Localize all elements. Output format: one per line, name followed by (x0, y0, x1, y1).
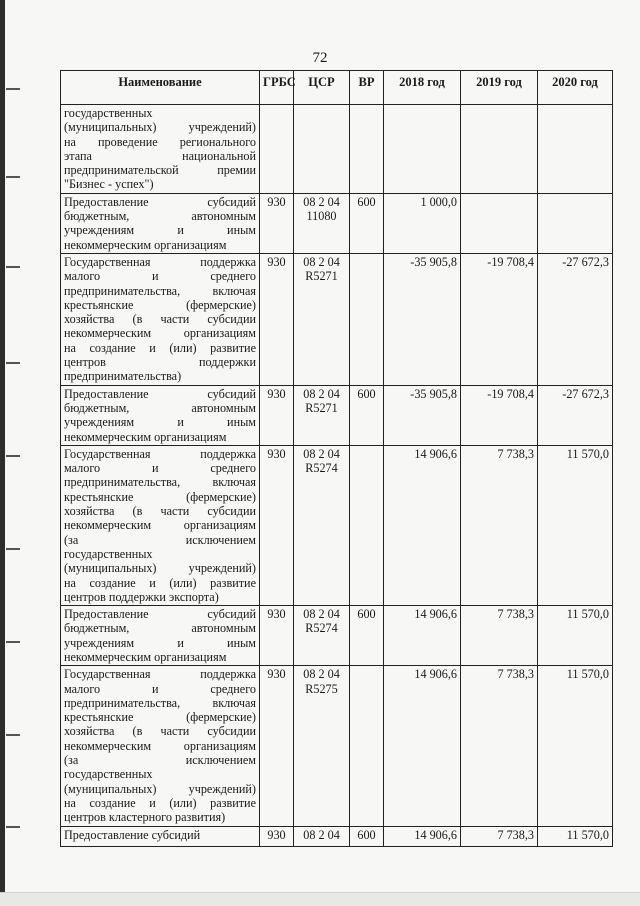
row-vr: 600 (350, 385, 384, 445)
table-row (61, 445, 613, 605)
row-name-line: учреждениям и иным (64, 635, 256, 650)
table-row (61, 826, 613, 846)
row-2020: -27 672,3 (538, 253, 613, 385)
row-name-line: центров кластерного развития) (64, 810, 226, 825)
row-name-line: бюджетным, автономным (64, 621, 256, 636)
row-2018: 14 906,6 (384, 666, 461, 826)
row-2018: -35 905,8 (384, 385, 461, 445)
row-vr: 600 (350, 826, 384, 846)
row-vr (350, 666, 384, 826)
row-csr: 08 2 04 11080 (294, 193, 350, 253)
row-name-line: малого и среднего (64, 269, 256, 284)
row-name (61, 606, 260, 666)
row-name (61, 193, 260, 253)
row-2019: 7 738,3 (461, 826, 538, 846)
header-row (61, 71, 613, 105)
row-name-line: Государственная поддержка (64, 254, 256, 269)
row-name (61, 253, 260, 385)
row-name (61, 105, 260, 194)
row-2018: 1 000,0 (384, 193, 461, 253)
header-name: Наименование (61, 71, 260, 105)
row-name-line: на создание и (или) развитие (64, 795, 256, 810)
row-2018 (384, 105, 461, 194)
header-2019: 2019 год (461, 71, 538, 105)
row-name-line: государственных (64, 546, 153, 561)
row-name-line: (муниципальных) учреждений) (64, 781, 256, 796)
row-name-line: малого и среднего (64, 461, 256, 476)
row-name-line: учреждениям и иным (64, 223, 256, 238)
row-name-line: (муниципальных) учреждений) (64, 120, 256, 135)
page-number: 72 (312, 50, 328, 66)
row-name-line: некоммерческим организациям (64, 518, 256, 533)
scan-dash-mark (6, 176, 20, 178)
scan-bottom-band (0, 892, 640, 906)
scan-dash-mark (6, 826, 20, 828)
row-name-line: центров поддержки экспорта) (64, 589, 219, 604)
row-name-line: государственных (64, 767, 153, 782)
row-2020 (538, 105, 613, 194)
scan-left-edge (0, 0, 5, 905)
row-name-line: крестьянские (фермерские) (64, 297, 256, 312)
row-2019 (461, 105, 538, 194)
row-2020: 11 570,0 (538, 606, 613, 666)
scan-dash-mark (6, 734, 20, 736)
row-name-line: (муниципальных) учреждений) (64, 561, 256, 576)
row-2018: 14 906,6 (384, 606, 461, 666)
scan-dash-mark (6, 455, 20, 457)
row-2019: 7 738,3 (461, 666, 538, 826)
row-2019: 7 738,3 (461, 606, 538, 666)
row-grbs: 930 (260, 666, 294, 826)
scan-dash-mark (6, 266, 20, 268)
row-csr: 08 2 04 (294, 826, 350, 846)
row-2020 (538, 193, 613, 253)
table-row (61, 253, 613, 385)
row-csr: 08 2 04 R5274 (294, 445, 350, 605)
row-grbs: 930 (260, 253, 294, 385)
table-row (61, 385, 613, 445)
row-name-line: некоммерческим организациям (64, 738, 256, 753)
row-name-line: государственных (64, 106, 153, 120)
row-name-line: центров поддержки (64, 355, 256, 370)
row-name-line: (за исключением (64, 532, 256, 547)
row-2019: -19 708,4 (461, 253, 538, 385)
row-name-line: Предоставление субсидий (64, 827, 201, 842)
row-2018: 14 906,6 (384, 445, 461, 605)
table-row (61, 666, 613, 826)
row-name-line: некоммерческим организациям (64, 649, 227, 664)
row-2019 (461, 193, 538, 253)
row-grbs: 930 (260, 445, 294, 605)
scan-dash-mark (6, 88, 20, 90)
row-2020: 11 570,0 (538, 666, 613, 826)
row-name-line: некоммерческим организациям (64, 326, 256, 341)
row-name-line: малого и среднего (64, 681, 256, 696)
row-name-line: на проведение регионального (64, 134, 256, 149)
row-name-line: некоммерческим организациям (64, 237, 227, 252)
scan-dash-mark (6, 641, 20, 643)
table-row (61, 193, 613, 253)
table-row (61, 606, 613, 666)
row-name-line: хозяйства (в части субсидии (64, 504, 256, 519)
row-name-line: на создание и (или) развитие (64, 575, 256, 590)
header-grbs: ГРБС (260, 71, 294, 105)
row-name-line: предпринимательства) (64, 369, 182, 384)
row-csr (294, 105, 350, 194)
row-csr: 08 2 04 R5275 (294, 666, 350, 826)
row-name (61, 826, 260, 846)
row-name-line: этапа национальной (64, 148, 256, 163)
row-2018: -35 905,8 (384, 253, 461, 385)
row-name-line: Государственная поддержка (64, 446, 256, 461)
row-grbs: 930 (260, 826, 294, 846)
row-name-line: Предоставление субсидий (64, 194, 256, 209)
header-2020: 2020 год (538, 71, 613, 105)
row-vr (350, 253, 384, 385)
row-name-line: на создание и (или) развитие (64, 340, 256, 355)
budget-table (60, 70, 613, 847)
row-name-line: (за исключением (64, 753, 256, 768)
row-name-line: предпринимательства, включая (64, 283, 256, 298)
row-name-line: бюджетным, автономным (64, 400, 256, 415)
row-grbs (260, 105, 294, 194)
row-name (61, 445, 260, 605)
row-grbs: 930 (260, 193, 294, 253)
row-name-line: бюджетным, автономным (64, 209, 256, 224)
row-2019: -19 708,4 (461, 385, 538, 445)
row-name-line: некоммерческим организациям (64, 429, 227, 444)
row-name (61, 385, 260, 445)
row-name-line: "Бизнес - успех") (64, 177, 154, 192)
row-vr: 600 (350, 193, 384, 253)
row-name-line: Предоставление субсидий (64, 607, 256, 622)
row-name-line: хозяйства (в части субсидии (64, 724, 256, 739)
row-2020: 11 570,0 (538, 445, 613, 605)
row-2020: 11 570,0 (538, 826, 613, 846)
header-vr: ВР (350, 71, 384, 105)
table-row (61, 105, 613, 194)
header-csr: ЦСР (294, 71, 350, 105)
row-csr: 08 2 04 R5274 (294, 606, 350, 666)
row-name-line: хозяйства (в части субсидии (64, 312, 256, 327)
row-vr: 600 (350, 606, 384, 666)
row-name-line: предпринимательства, включая (64, 695, 256, 710)
row-vr (350, 445, 384, 605)
row-2018: 14 906,6 (384, 826, 461, 846)
row-name-line: крестьянские (фермерские) (64, 710, 256, 725)
row-name-line: учреждениям и иным (64, 415, 256, 430)
row-csr: 08 2 04 R5271 (294, 253, 350, 385)
scan-dash-mark (6, 548, 20, 550)
row-name-line: предпринимательской премии (64, 163, 256, 178)
row-name-line: предпринимательства, включая (64, 475, 256, 490)
row-2019: 7 738,3 (461, 445, 538, 605)
row-name-line: крестьянские (фермерские) (64, 489, 256, 504)
row-csr: 08 2 04 R5271 (294, 385, 350, 445)
scan-dash-mark (6, 362, 20, 364)
header-2018: 2018 год (384, 71, 461, 105)
row-grbs: 930 (260, 385, 294, 445)
row-name-line: Предоставление субсидий (64, 386, 256, 401)
row-name (61, 666, 260, 826)
row-2020: -27 672,3 (538, 385, 613, 445)
row-name-line: Государственная поддержка (64, 667, 256, 682)
row-grbs: 930 (260, 606, 294, 666)
row-vr (350, 105, 384, 194)
